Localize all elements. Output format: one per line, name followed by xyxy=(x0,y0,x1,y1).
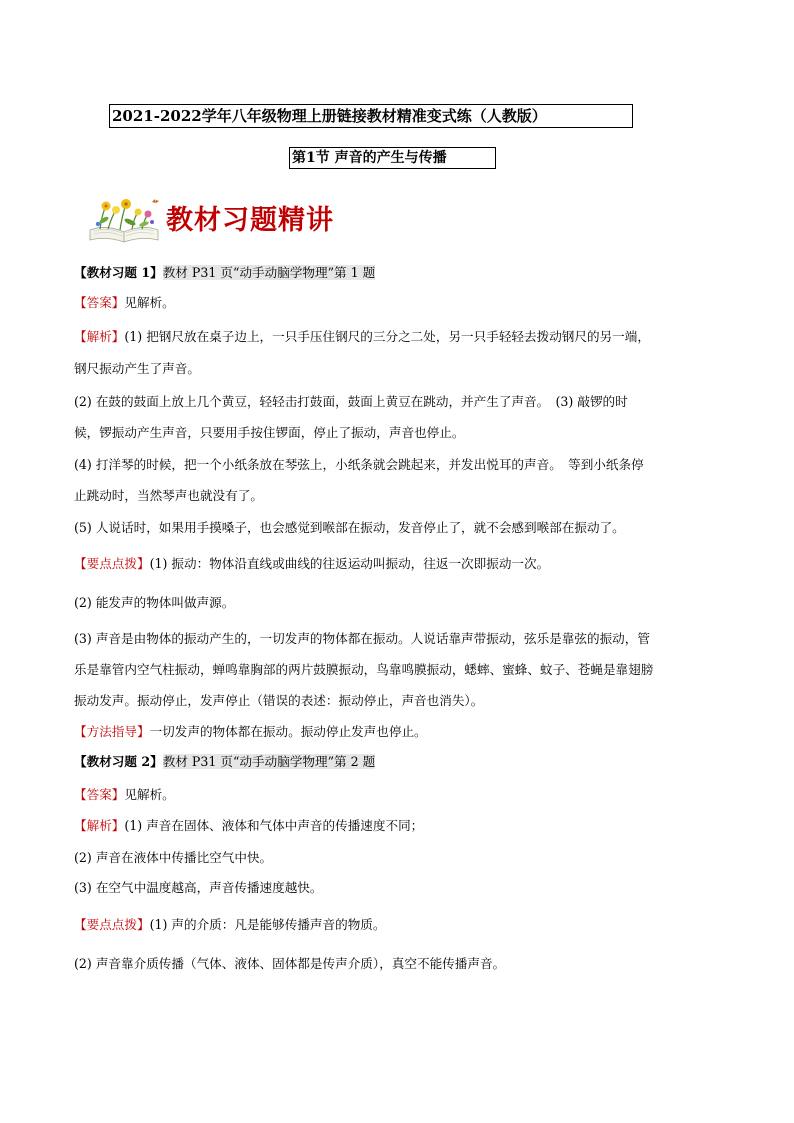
key-points-tag: 【要点点拨】 xyxy=(74,556,150,571)
answer-text: 见解析。 xyxy=(124,787,175,802)
section-banner xyxy=(86,196,366,246)
question-2-answer xyxy=(74,786,175,804)
analysis-line: 候，锣振动产生声音，只要用手按住锣面，停止了振动，声音也停止。 xyxy=(74,425,465,440)
analysis-line xyxy=(74,817,423,835)
analysis-line: (5) 人说话时，如果用手摸嗓子，也会感觉到喉部在振动，发音停止了，就不会感到喉部在振动了。 xyxy=(74,520,625,535)
question-2-tag: 【教材习题 2】 xyxy=(74,754,163,769)
analysis-line: (2) 在鼓的鼓面上放上几个黄豆，轻轻击打鼓面，鼓面上黄豆在跳动，并产生了声音。 (3) 敲锣的时 xyxy=(74,394,628,409)
key-points-line: 振动发声。振动停止，发声停止（错误的表述：振动停止，声音也消失）。 xyxy=(74,693,484,708)
question-1-answer xyxy=(74,294,175,312)
banner-title: 教材习题精讲 xyxy=(166,205,334,236)
key-points-line: (3) 声音是由物体的振动产生的，一切发声的物体都在振动。人说话靠声带振动，弦乐是靠弦的振动，管 xyxy=(74,631,650,646)
analysis-line: 止跳动时，当然琴声也就没有了。 xyxy=(74,488,263,503)
key-points-line: 乐是靠管内空气柱振动，蝉鸣靠胸部的两片鼓膜振动，鸟靠鸣膜振动，蟋蟀、蜜蜂、蚊子、苍蝇是靠翅膀 xyxy=(74,662,654,677)
key-points-text: (1) 声的介质：凡是能够传播声音的物质。 xyxy=(149,917,386,932)
analysis-line: (2) 声音在液体中传播比空气中快。 xyxy=(74,850,273,865)
open-book-flowers-icon xyxy=(86,196,164,246)
analysis-text: (1) 把钢尺放在桌子边上，一只手压住钢尺的三分之二处，另一只手轻轻去拨动钢尺的另一端， xyxy=(124,329,650,344)
analysis-tag: 【解析】 xyxy=(74,329,125,344)
analysis-line: (4) 打洋琴的时候，把一个小纸条放在琴弦上，小纸条就会跳起来，并发出悦耳的声音。 等到小纸条停 xyxy=(74,457,644,472)
answer-text: 见解析。 xyxy=(124,295,175,310)
answer-tag: 【答案】 xyxy=(74,787,125,802)
analysis-line: 钢尺振动产生了声音。 xyxy=(74,361,200,376)
method-guide-line xyxy=(74,723,427,741)
analysis-line: (3) 在空气中温度越高，声音传播速度越快。 xyxy=(74,880,323,895)
method-guide-text: 一切发声的物体都在振动。振动停止发声也停止。 xyxy=(149,724,427,739)
key-points-tag: 【要点点拨】 xyxy=(74,917,150,932)
key-points-text: (1) 振动：物体沿直线或曲线的往返运动叫振动，往返一次即振动一次。 xyxy=(149,556,550,571)
question-1-tag: 【教材习题 1】 xyxy=(74,265,163,280)
analysis-line xyxy=(74,328,650,346)
question-1-reference: 教材 P31 页“动手动脑学物理”第 1 题 xyxy=(162,265,376,280)
document-title: 2021-2022学年八年级物理上册链接教材精准变式练（人教版） xyxy=(109,104,633,128)
key-points-line: (2) 声音靠介质传播（气体、液体、固体都是传声介质），真空不能传播声音。 xyxy=(74,956,506,971)
question-1-heading xyxy=(74,264,375,282)
analysis-text: (1) 声音在固体、液体和气体中声音的传播速度不同； xyxy=(124,818,424,833)
answer-tag: 【答案】 xyxy=(74,295,125,310)
analysis-tag: 【解析】 xyxy=(74,818,125,833)
section-title: 第1节 声音的产生与传播 xyxy=(289,147,496,169)
method-guide-tag: 【方法指导】 xyxy=(74,724,150,739)
key-points-line xyxy=(74,555,549,573)
question-2-heading xyxy=(74,753,375,771)
key-points-line: (2) 能发声的物体叫做声源。 xyxy=(74,595,235,610)
key-points-line xyxy=(74,916,386,934)
question-2-reference: 教材 P31 页“动手动脑学物理”第 2 题 xyxy=(162,754,376,769)
